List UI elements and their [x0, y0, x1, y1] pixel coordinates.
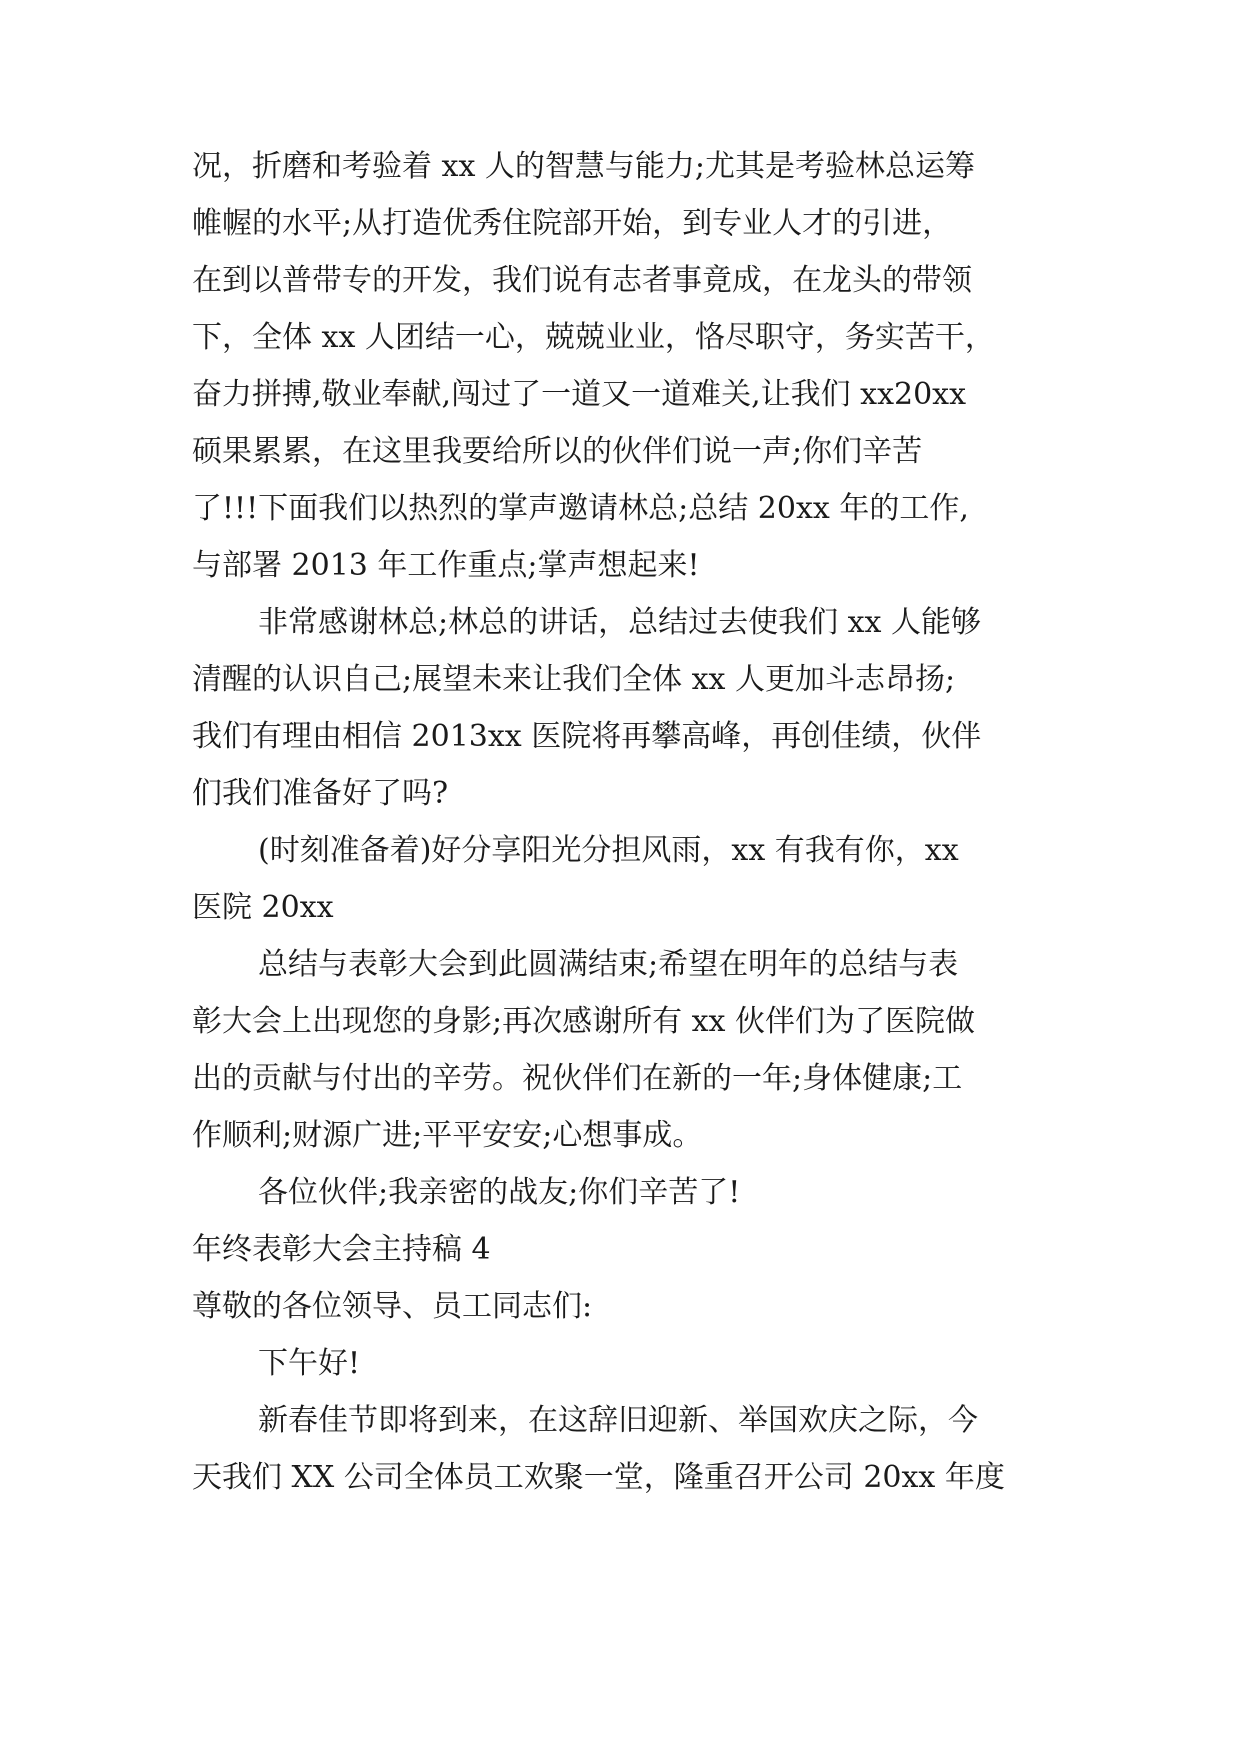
- text-line: 况，折磨和考验着 xx 人的智慧与能力;尤其是考验林总运筹: [192, 149, 976, 184]
- text-line: 奋力拼搏,敬业奉献,闯过了一道又一道难关,让我们 xx20xx: [192, 377, 966, 412]
- text-line: (时刻准备着)好分享阳光分担风雨，xx 有我有你，xx: [258, 833, 959, 868]
- text-line: 我们有理由相信 2013xx 医院将再攀高峰，再创佳绩，伙伴: [192, 719, 982, 754]
- text-line: 非常感谢林总;林总的讲话，总结过去使我们 xx 人能够: [258, 605, 982, 640]
- text-line: 下，全体 xx 人团结一心，兢兢业业，恪尽职守，务实苦干，: [192, 320, 995, 355]
- text-line: 们我们准备好了吗?: [192, 776, 449, 811]
- text-line: 天我们 XX 公司全体员工欢聚一堂，隆重召开公司 20xx 年度: [192, 1460, 1005, 1495]
- text-line: 各位伙伴;我亲密的战友;你们辛苦了!: [258, 1175, 741, 1210]
- section-heading: 年终表彰大会主持稿 4: [192, 1232, 491, 1267]
- text-line: 在到以普带专的开发，我们说有志者事竟成，在龙头的带领: [192, 263, 972, 298]
- text-line: 医院 20xx: [192, 890, 334, 925]
- salutation: 尊敬的各位领导、员工同志们:: [192, 1289, 593, 1324]
- text-line: 新春佳节即将到来，在这辞旧迎新、举国欢庆之际，今: [258, 1403, 978, 1438]
- text-line: 作顺利;财源广进;平平安安;心想事成。: [192, 1118, 703, 1153]
- text-line: 了!!!下面我们以热烈的掌声邀请林总;总结 20xx 年的工作,: [192, 491, 969, 526]
- text-line: 与部署 2013 年工作重点;掌声想起来!: [192, 548, 700, 583]
- text-line: 硕果累累，在这里我要给所以的伙伴们说一声;你们辛苦: [192, 434, 923, 469]
- text-line: 出的贡献与付出的辛劳。祝伙伴们在新的一年;身体健康;工: [192, 1061, 963, 1096]
- text-line: 总结与表彰大会到此圆满结束;希望在明年的总结与表: [258, 947, 959, 982]
- greeting: 下午好!: [258, 1346, 361, 1381]
- text-line: 清醒的认识自己;展望未来让我们全体 xx 人更加斗志昂扬;: [192, 662, 956, 697]
- text-line: 彰大会上出现您的身影;再次感谢所有 xx 伙伴们为了医院做: [192, 1004, 976, 1039]
- text-line: 帷幄的水平;从打造优秀住院部开始，到专业人才的引进，: [192, 206, 953, 241]
